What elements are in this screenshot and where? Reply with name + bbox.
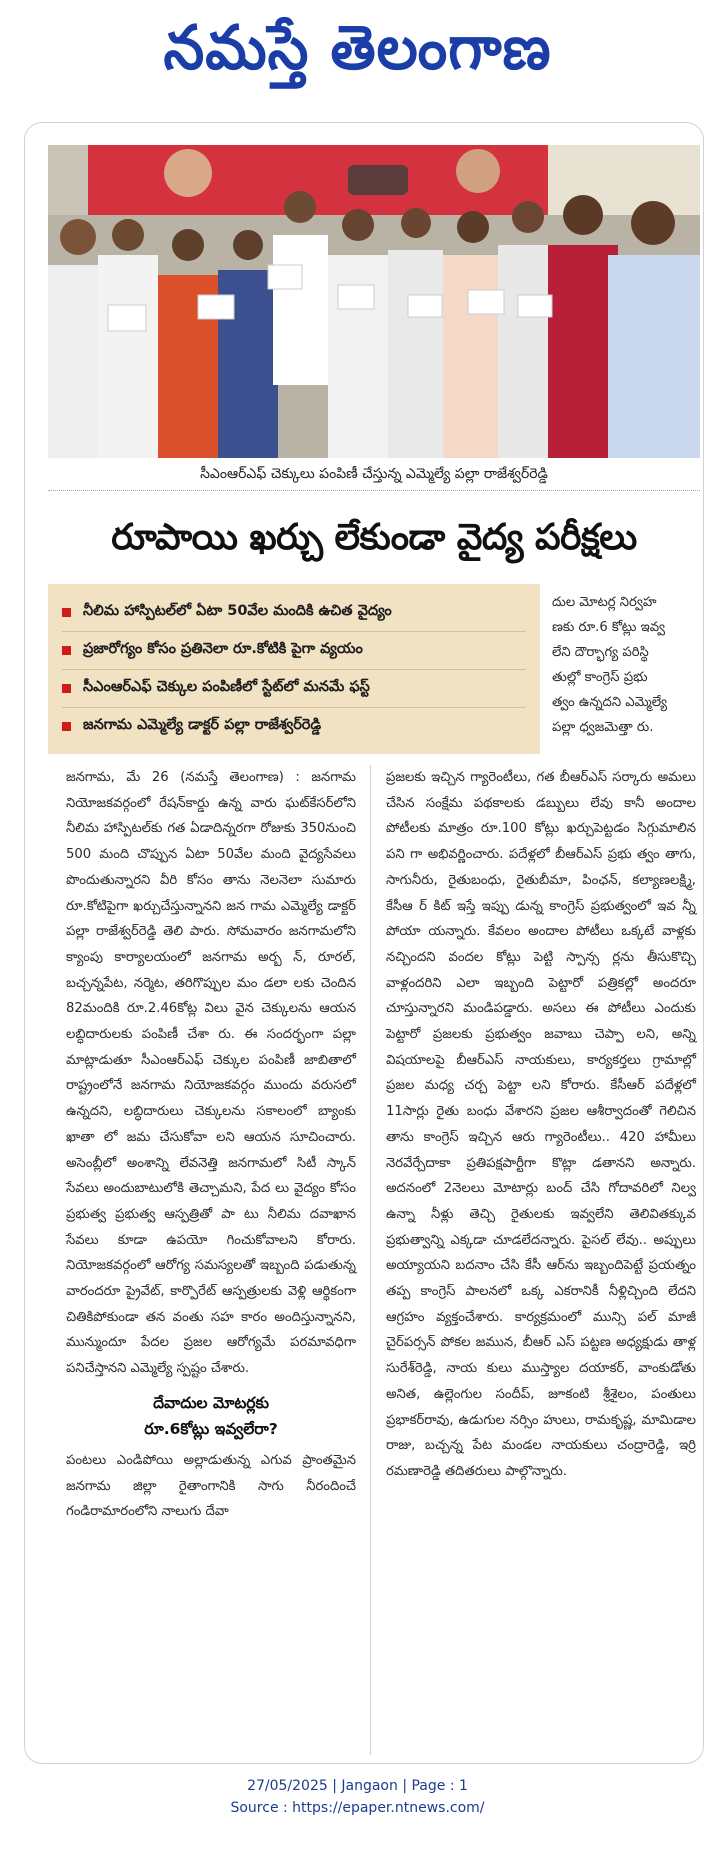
article-paragraph: జనగామ, మే 26 (నమస్తే తెలంగాణ) : జనగామ నియోజకవర్గంలో రేషన్‌కార్డు ఉన్న వారు ఘట్‌కేసర్‌లోని నీలిమ హాస్పిటల్‌కు గత ఏడాదిన్నరగా రోజుకు 350నుంచి 500 మంది చొప్పున ఏటా 50వేల మంది వైద్యసేవలు పొందుతున్నారని వీరి కోసం తాను నెలనెలా సుమారు రూ.కోటిపైగా ఖర్చుచేస్తున్నానని జన గామ ఎమ్మెల్యే డాక్టర్ పల్లా రాజేశ్వర్‌రెడ్డి తెలి పారు. సోమవారం జనగామలోని క్యాంపు కార్యాలయంలో జనగామ అర్బ న్, రూరల్, బచ్చన్నపేట, నర్మెట, తరిగొప్పుల మం డలా లకు చెందిన 82మందికి రూ.2.46కోట్ల విలు వైన చెక్కులను ఆయన లబ్ధిదారులకు పంపిణీ చేశా రు. ఈ సందర్భంగా పల్లా మాట్లాడుతూ సీఎంఆర్‌ఎఫ్ చెక్కుల పంపిణీ జాబితాలో రాష్ట్రంలోనే జనగామ నియోజకవర్గం ముందు వరుసలో ఉన్నదని, లబ్ధిదారులు చెక్కులను సకాలంలో బ్యాంకు ఖాతా లో జమ చేసుకోవా లని ఆయన సూచించారు. అసెంబ్లీలో అంశాన్ని లేవనెత్తి జనగామలో సిటీ స్కాన్ సేవలు అందుబాటులోకి తెచ్చామని, పేద లు వైద్యం కోసం ప్రభుత్వ ప్రభుత్వ ఆస్పత్రితో పా టు నీలిమ దవాఖాన సేవలు కూడా ఉపయో గించుకోవాలని కోరారు. నియోజకవర్గంలో ఆరోగ్య సమస్యలతో ఇబ్బంది పడుతున్న వారందరూ ప్రైవేట్, కార్పొరేట్ ఆస్పత్రులకు వెళ్లి ఆర్థికంగా చితికిపోకుండా తన వంతు సహ కారం అందిస్తున్నానని, మున్ముందూ పేదల ప్రజల ఆరోగ్యమే పరమావధిగా పనిచేస్తానని ఎమ్మెల్యే స్పష్టం చేశారు.: [66, 770, 356, 1377]
highlight-text: నీలిమ హాస్పిటల్‌లో ఏటా 50వేల మందికి ఉచిత వైద్యం: [83, 602, 392, 619]
page-footer: [0, 1775, 715, 1819]
highlight-text: జనగామ ఎమ్మెల్యే డాక్టర్ పల్లా రాజేశ్వర్‌రెడ్డి: [83, 716, 322, 733]
masthead: [0, 0, 715, 110]
article-paragraph: దుల మోటర్ల నిర్వహ ణకు రూ.6 కోట్లు ఇవ్వ లేని దౌర్భాగ్య పరిస్థి తుల్లో కాంగ్రెస్ ప్రభు త్వం ఉన్నదని ఎమ్మెల్యే పల్లా ధ్వజమెత్తా రు.: [552, 595, 668, 735]
masthead-title: నమస్తే తెలంగాణ: [163, 11, 552, 83]
footer-edition-info: 27/05/2025 | Jangaon | Page : 1: [247, 1778, 468, 1794]
highlight-item: [62, 670, 526, 708]
news-photo: [48, 145, 700, 458]
highlight-text: సీఎంఆర్‌ఎఫ్‌ చెక్కుల పంపిణీలో స్టేట్‌లో మనమే ఫస్ట్‌: [83, 678, 370, 695]
article-column-right-top: [552, 590, 700, 740]
footer-source-link[interactable]: Source : https://epaper.ntnews.com/: [230, 1800, 485, 1816]
article-column-left: [66, 765, 356, 1525]
article-subheading: దేవాదుల మోటర్లకు రూ.6కోట్లు ఇవ్వలేరా?: [144, 1393, 278, 1438]
news-photo-illustration: [48, 145, 700, 458]
highlight-item: [62, 708, 526, 745]
bullet-icon: [62, 722, 71, 731]
column-divider: [370, 765, 371, 1755]
article-paragraph: ప్రజలకు ఇచ్చిన గ్యారెంటీలు, గత బీఆర్‌ఎస్ సర్కారు అమలు చేసిన సంక్షేమ పథకాలకు డబ్బులు లేవు కానీ అందాల పోటీలకు మాత్రం రూ.100 కోట్లు ఖర్చుపెట్టడం సిగ్గుమాలిన పని గా అభివర్ణించారు. పదేళ్లలో బీఆర్‌ఎస్ ప్రభు త్వం తాగు, సాగునీరు, రైతుబంధు, రైతుబీమా, పింఛన్, కల్యాణలక్ష్మి, కేసీఆ ర్ కిట్ ఇస్తే ఇప్పు డున్న కాంగ్రెస్ ప్రభుత్వంలో ఇవ న్నీ పోయా యన్నారు. కేవలం అందాల పోటీలు ఒక్కటే వాళ్లకు నచ్చిందని వందల కోట్లు పెట్టి స్పాన్స ర్లను తీసుకొచ్చి వాళ్లందరిని ఎలా ఇబ్బంది పెట్టారో పత్రికల్లో అందరూ చూస్తున్నారని మండిపడ్డారు. అసలు ఈ పోటీలు ఎందుకు పెట్టారో ప్రజలకు ప్రభుత్వం జవాబు చెప్పా లని, అన్ని విషయాలపై బీఆర్‌ఎస్ నాయకులు, కార్యకర్తలు గ్రామాల్లో ప్రజల మధ్య చర్చ పెట్టా లని కోరారు. కేసీఆర్ పదేళ్లలో 11సార్లు రైతు బంధు వేశారని ప్రజల ఆశీర్వాదంతో గెలిచిన తాను కాంగ్రెస్ ఇచ్చిన ఆరు గ్యారెంటీలు.. 420 హామీలు నెరవేర్చేదాకా ప్రతిపక్షపార్టీగా కొట్లా డతానని అన్నారు. అదనంలో 2నెలలు మోటార్లు బంద్ చేసి గోదావరిలో నిల్వ ఉన్నా నీళ్లు తెచ్చి రైతులకు ఇవ్వలేని తెలివితక్కువ ప్రభుత్వాన్ని ఎక్కడా చూడలేదన్నారు. పైసల్ లేవు.. అప్పులు అయ్యాయని బదనాం చేసి కేసీ ఆర్‌ను ఇబ్బందిపెట్టే ప్రయత్నం తప్ప కాంగ్రెస్ పాలనలో ఒక్క ఎకరానికీ నీళ్లిచ్చింది లేదని ఆగ్రహం వ్యక్తంచేశారు. కార్యక్రమంలో మున్సి పల్ మాజీ చైర్‌పర్సన్ పోకల జమున, బీఆర్ ఎస్ పట్టణ అధ్యక్షుడు తాళ్ల సురేశ్‌రెడ్డి, నాయ కులు ముస్త్యాల దయాకర్, వాంకుడోతు అనిత, ఉల్లెంగుల సందీప్, జూకంటి శ్రీశైలం, పంతులు ప్రభాకర్‌రావు, ఉడుగుల నర్సిం హులు, రామకృష్ణ, మామిడాల రాజు, బచ్చన్న పేట మండల నాయకులు చంద్రారెడ్డి, ఇర్రి రమణారెడ్డి తదితరులు పాల్గొన్నారు.: [386, 770, 696, 1479]
headline: రూపాయి ఖర్చు లేకుండా వైద్య పరీక్షలు: [111, 517, 637, 558]
article-paragraph: పంటలు ఎండిపోయి అల్లాడుతున్న ఎగువ ప్రాంతమైన జనగామ జిల్లా రైతాంగానికి సాగు నీరందించే గండిరామారంలోని నాలుగు దేవా: [66, 1452, 356, 1520]
bullet-icon: [62, 646, 71, 655]
article-column-right: [386, 765, 696, 1485]
photo-caption: సీఎంఆర్ఎఫ్ చెక్కులు పంపిణీ చేస్తున్న ఎమ్మెల్యే పల్లా రాజేశ్వర్‌రెడ్డి: [48, 466, 700, 491]
bullet-icon: [62, 684, 71, 693]
bullet-icon: [62, 608, 71, 617]
highlights-box: [48, 584, 540, 754]
highlight-text: ప్రజారోగ్యం కోసం ప్రతినెలా రూ.కోటికి పైగా వ్యయం: [83, 640, 363, 657]
highlight-item: [62, 594, 526, 632]
highlight-item: [62, 632, 526, 670]
